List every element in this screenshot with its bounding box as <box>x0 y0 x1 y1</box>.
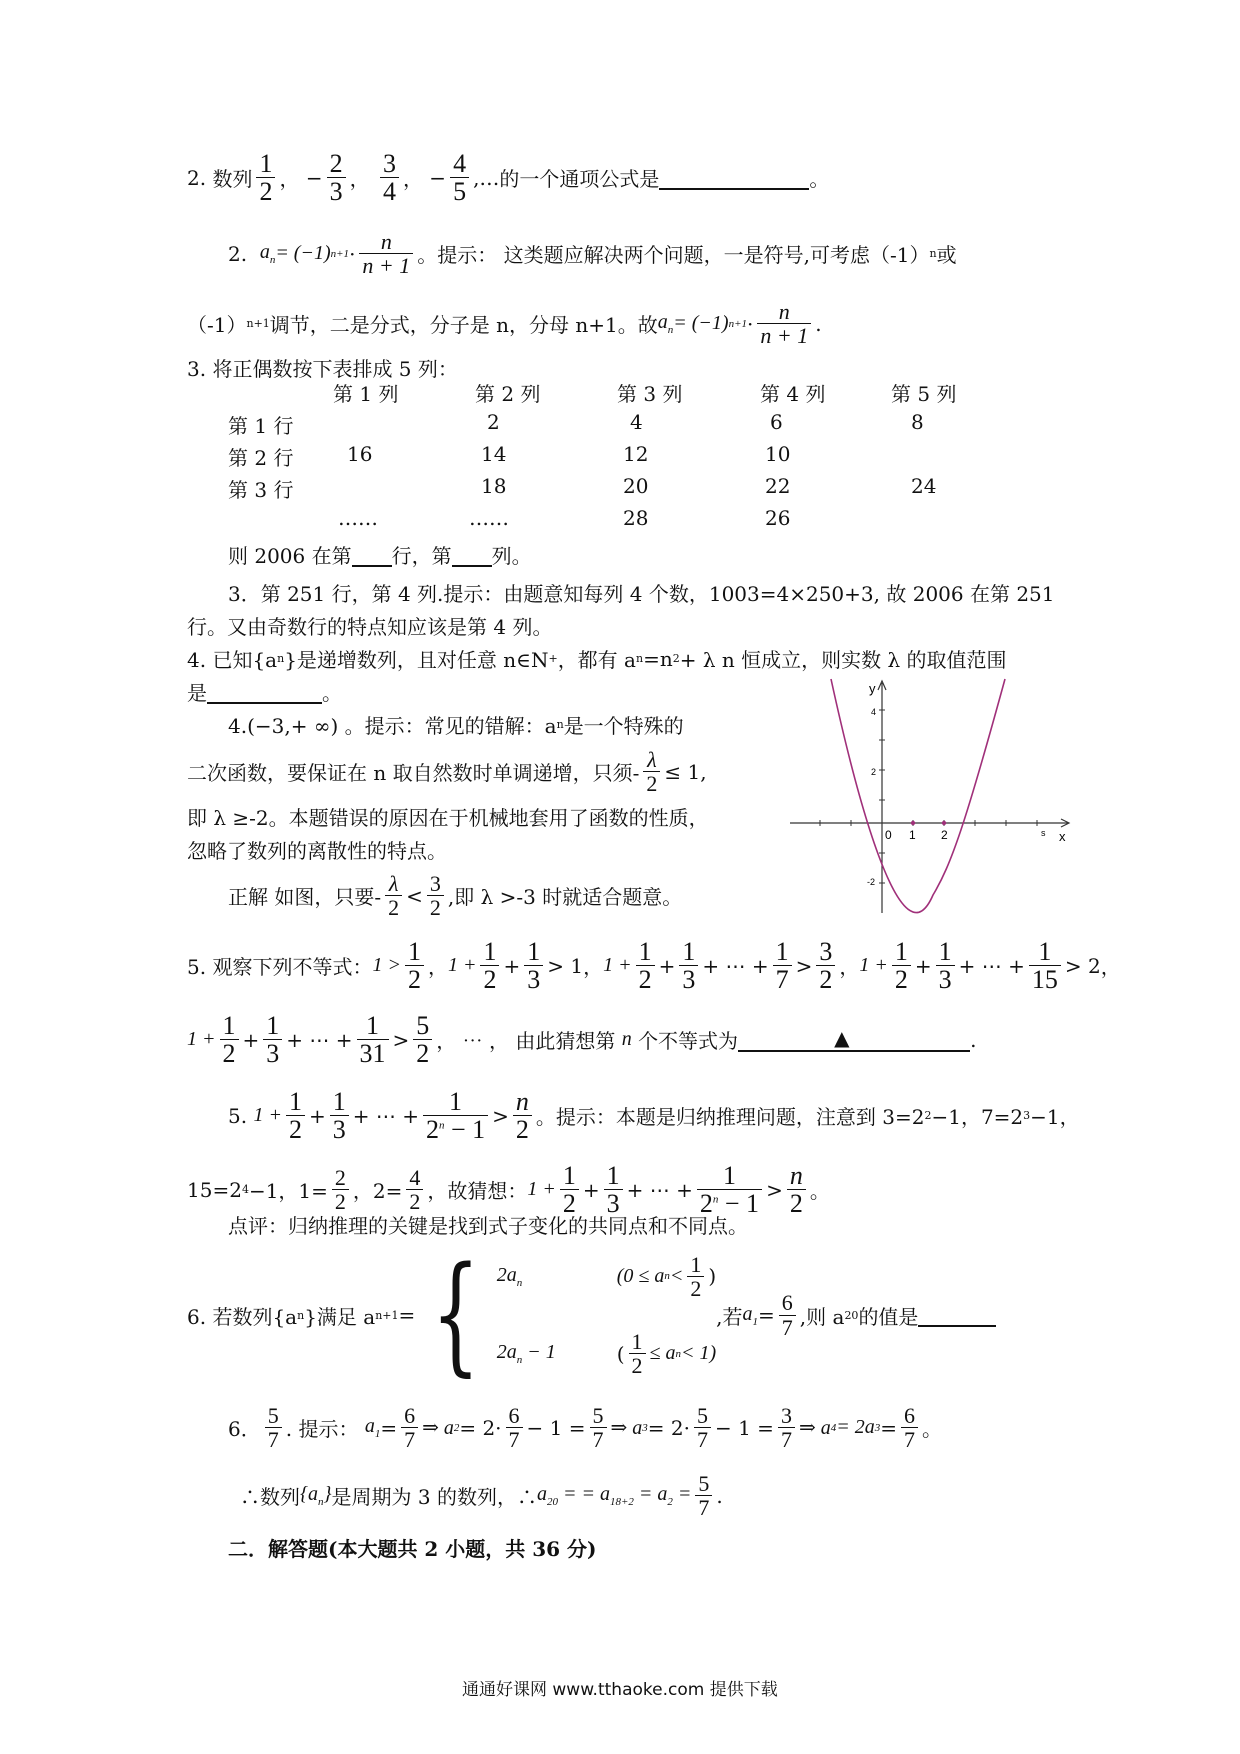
y-tick-label: -2 <box>867 877 876 887</box>
y-tick-label: 4 <box>871 707 877 717</box>
answer-blank <box>659 166 809 190</box>
parabola-graph <box>785 675 1075 915</box>
q2-ans-frac: $\frac{n}{n + 1}$ <box>359 230 413 277</box>
q2-frac-4: $\frac{4}{5}$ <box>450 150 469 206</box>
q2-answer: 2. $a_n$ = (−1) n+1 · $\frac{n}{n + 1}$ 。提示： 这类题应解决两个问题，一是符号,可考虑（-1） n 或 <box>228 229 957 279</box>
q4-answer-5: 正解 如图，只要- $\frac{\lambda}{2}$ < $\frac{3}{2}$ ,即 λ >-3 时就适合题意。 <box>228 871 683 921</box>
q5-answer-2: 15=2 4 −1，1= $\frac{2}{2}$ ，2= $\frac{4}{2}$ ，故猜想： 1 + $\frac{1}{2}$ + $\frac{1}{3}$ + ⋯ + $\frac{1}{2^n - 1}$ > $\frac{n}{2}$ 。 <box>187 1161 830 1219</box>
x-label: x <box>1059 829 1066 844</box>
q2-answer-line2: （-1） n+1 调节，二是分式，分子是 n，分母 n+1。故 $a_n$ = (−1) n+1 · $\frac{n}{n + 1}$ . <box>187 299 822 349</box>
q6-question: 6. 若数列{a n }满足 a n+1 = { $2a_n$ (0 ≤ a n < $\frac{1}{2}$ ) $2a_n - 1$ ( $\frac{1}{2}$ ≤ a n < 1) ,若 $a_1$ = $\frac{6}{7}$ ,则 a 20 的值是 <box>187 1250 996 1380</box>
point-marker <box>942 821 946 825</box>
q5-answer-1: 5. 1 + $\frac{1}{2}$ + $\frac{1}{3}$ + ⋯ + $\frac{1}{2^n - 1}$ > $\frac{n}{2}$ 。提示：本题是归纳推理问题，注意到 3=2 2 −1，7=2 3 −1， <box>228 1087 1080 1145</box>
section-title: 二．解答题(本大题共 2 小题，共 36 分) <box>228 1537 597 1561</box>
triangle-icon: ▲ <box>834 1025 850 1050</box>
q3-answer-1: 3．第 251 行，第 4 列.提示：由题意知每列 4 个数，1003=4×250+3, 故 2006 在第 251 <box>228 582 1055 606</box>
q4-question-2: 是 。 <box>187 681 342 705</box>
point-marker <box>911 821 915 825</box>
x-tick-label: 1 <box>909 828 916 842</box>
footer-text: 通通好课网 www.tthaoke.com 提供下载 <box>462 1680 778 1700</box>
q6-answer: 6． $\frac{5}{7}$ . 提示： $a_1$ = $\frac{6}{7}$ ⇒ a 2 = 2· $\frac{6}{7}$ − 1 = $\frac{5}{7}$ ⇒ a 3 = 2· $\frac{5}{7}$ − 1 = $\frac{3}{7}$ ⇒ a 4 = 2a 3 = $\frac{6}{7}$ 。 <box>228 1403 942 1453</box>
answer-blank <box>738 1025 970 1052</box>
q4-question-1: 4. 已知{a n }是递增数列，且对任意 n∈N + ，都有 a n =n 2 + λ n 恒成立，则实数 λ 的取值范围 <box>187 646 1007 672</box>
q4-answer-1: 4.(−3,+ ∞) 。提示：常见的错解：a n 是一个特殊的 <box>228 714 684 738</box>
q5-comment: 点评：归纳推理的关键是找到式子变化的共同点和不同点。 <box>228 1214 748 1238</box>
q3-question: 则 2006 在第 行，第 列。 <box>228 544 532 568</box>
q4-answer-4: 忽略了数列的离散性的特点。 <box>187 839 447 863</box>
q5-question-1: 5. 观察下列不等式： 1 > $\frac{1}{2}$ ， 1 + $\frac{1}{2}$ + $\frac{1}{3}$ > 1 ， 1 + $\frac{1}{2}$ + $\frac{1}{3}$ + ⋯ + $\frac{1}{7}$ > $\frac{3}{2}$ ， 1 + $\frac{1}{2}$ + $\frac{1}{3}$ + ⋯ + $\frac{1}{15}$ > 2 ， <box>187 937 1121 995</box>
y-axis <box>878 681 886 913</box>
left-brace: { <box>431 1240 481 1389</box>
x-tick-label: 2 <box>941 828 948 842</box>
q4-answer-2: 二次函数，要保证在 n 取自然数时单调递增，只须- $\frac{\lambda}{2}$ ≤ 1, <box>187 747 707 797</box>
q2-frac-2: $\frac{2}{3}$ <box>327 150 346 206</box>
answer-blank <box>918 1303 996 1327</box>
x-tick-label: s <box>1041 828 1046 838</box>
q2-frac-3: $\frac{3}{4}$ <box>380 150 399 206</box>
y-tick-label: 2 <box>871 767 877 777</box>
q2-frac-1: $\frac{1}{2}$ <box>256 150 275 206</box>
q3-answer-2: 行。又由奇数行的特点知应该是第 4 列。 <box>187 615 553 639</box>
x-axis <box>790 819 1069 827</box>
q5-question-2: 1 + $\frac{1}{2}$ + $\frac{1}{3}$ + ⋯ + $\frac{1}{31}$ > $\frac{5}{2}$ ， ⋯ ， 由此猜想第 n 个不等式为 ▲ . <box>187 1011 977 1069</box>
y-label: y <box>869 681 876 696</box>
q6-conclusion: ∴数列 $\{a_n\}$ 是周期为 3 的数列，∴ $a_{20}$ = = $a_{18+2} = a_2$ = $\frac{5}{7}$ . <box>240 1471 723 1521</box>
q4-answer-3: 即 λ ≥-2。本题错误的原因在于机械地套用了函数的性质， <box>187 806 709 830</box>
q3-title: 3. 将正偶数按下表排成 5 列： <box>187 357 458 381</box>
parabola-curve <box>831 679 1005 913</box>
origin-label: 0 <box>885 828 892 842</box>
piecewise-cases: $2a_n$ (0 ≤ a n < $\frac{1}{2}$ ) $2a_n - 1$ ( $\frac{1}{2}$ ≤ a n < 1) <box>496 1251 717 1379</box>
q2-question: 2. 数列 $\frac{1}{2}$ ， − $\frac{2}{3}$ ， $\frac{3}{4}$ ， − $\frac{4}{5}$ ,… 的一个通项公式是 。 <box>187 149 830 207</box>
